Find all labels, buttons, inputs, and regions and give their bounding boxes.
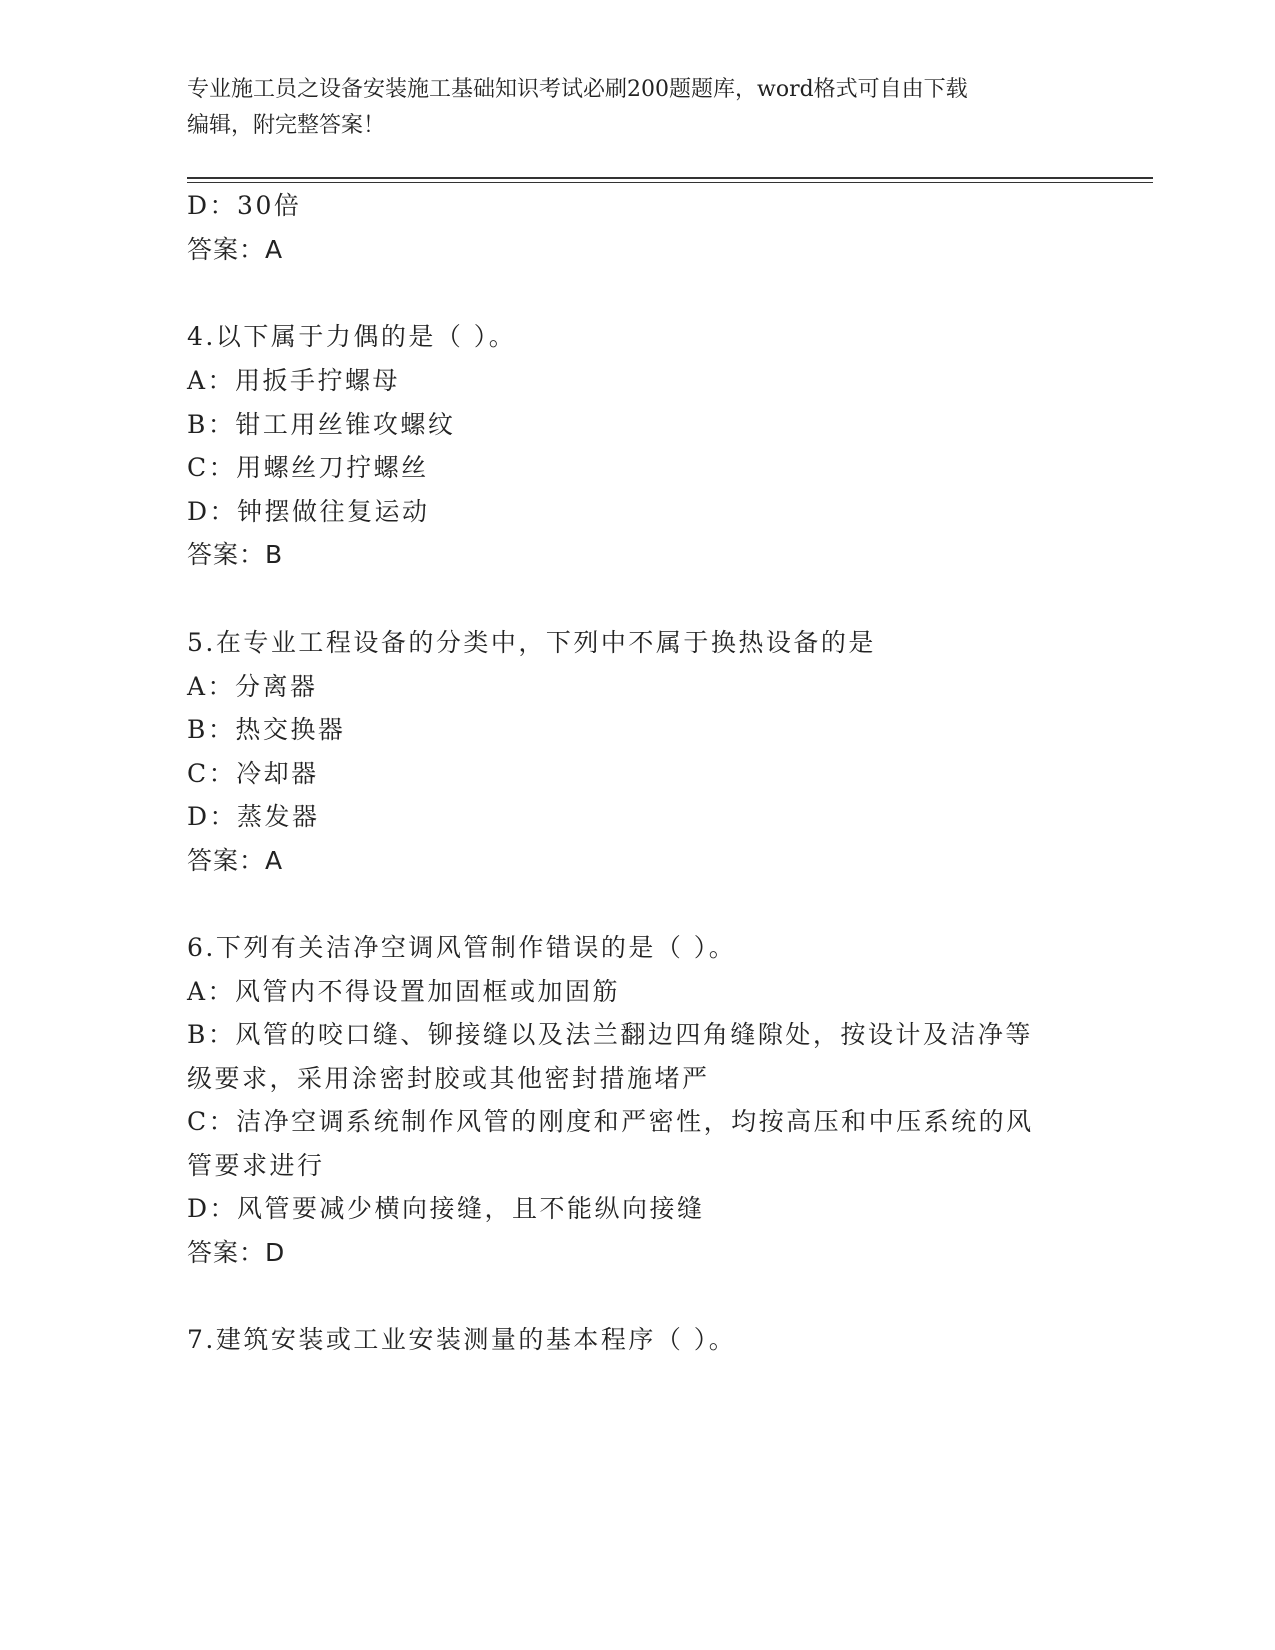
q5-option-b: B：热交换器 (187, 715, 346, 744)
q6-option-c-line-1: C：洁净空调系统制作风管的刚度和严密性，均按高压和中压系统的风 (187, 1107, 1034, 1136)
q4-answer: 答案：B (187, 540, 284, 569)
q4-option-b: B：钳工用丝锥攻螺纹 (187, 410, 456, 439)
q6-option-d: D：风管要减少横向接缝，且不能纵向接缝 (187, 1194, 705, 1223)
q6-option-b-line-1: B：风管的咬口缝、铆接缝以及法兰翻边四角缝隙处，按设计及洁净等 (187, 1020, 1033, 1049)
header-title-line-1: 专业施工员之设备安装施工基础知识考试必刷200题题库，word格式可自由下载 (187, 77, 968, 102)
q6-option-a: A：风管内不得设置加固框或加固筋 (187, 977, 621, 1006)
document-header (187, 72, 1087, 144)
q4-question: 4.以下属于力偶的是（ ）。 (187, 322, 517, 351)
q6-answer: 答案：D (187, 1238, 286, 1267)
q5-option-a: A：分离器 (187, 672, 318, 701)
header-divider-thick (187, 177, 1153, 179)
q7-question: 7.建筑安装或工业安装测量的基本程序（ ）。 (187, 1325, 737, 1354)
q3-option-d: D：30倍 (187, 191, 302, 220)
q5-option-d: D：蒸发器 (187, 802, 320, 831)
q3-answer: 答案：A (187, 235, 284, 264)
q4-option-a: A：用扳手拧螺母 (187, 366, 401, 395)
q6-option-c-line-2: 管要求进行 (187, 1151, 325, 1180)
q4-option-c: C：用螺丝刀拧螺丝 (187, 453, 429, 482)
q5-option-c: C：冷却器 (187, 759, 319, 788)
q5-answer: 答案：A (187, 846, 284, 875)
q6-option-b-line-2: 级要求，采用涂密封胶或其他密封措施堵严 (187, 1064, 710, 1093)
q6-question: 6.下列有关洁净空调风管制作错误的是（ ）。 (187, 933, 737, 962)
header-divider-thin (187, 182, 1153, 183)
q4-option-d: D：钟摆做往复运动 (187, 497, 430, 526)
header-title-line-2: 编辑，附完整答案！ (187, 113, 386, 138)
q5-question: 5.在专业工程设备的分类中，下列中不属于换热设备的是 (187, 628, 876, 657)
